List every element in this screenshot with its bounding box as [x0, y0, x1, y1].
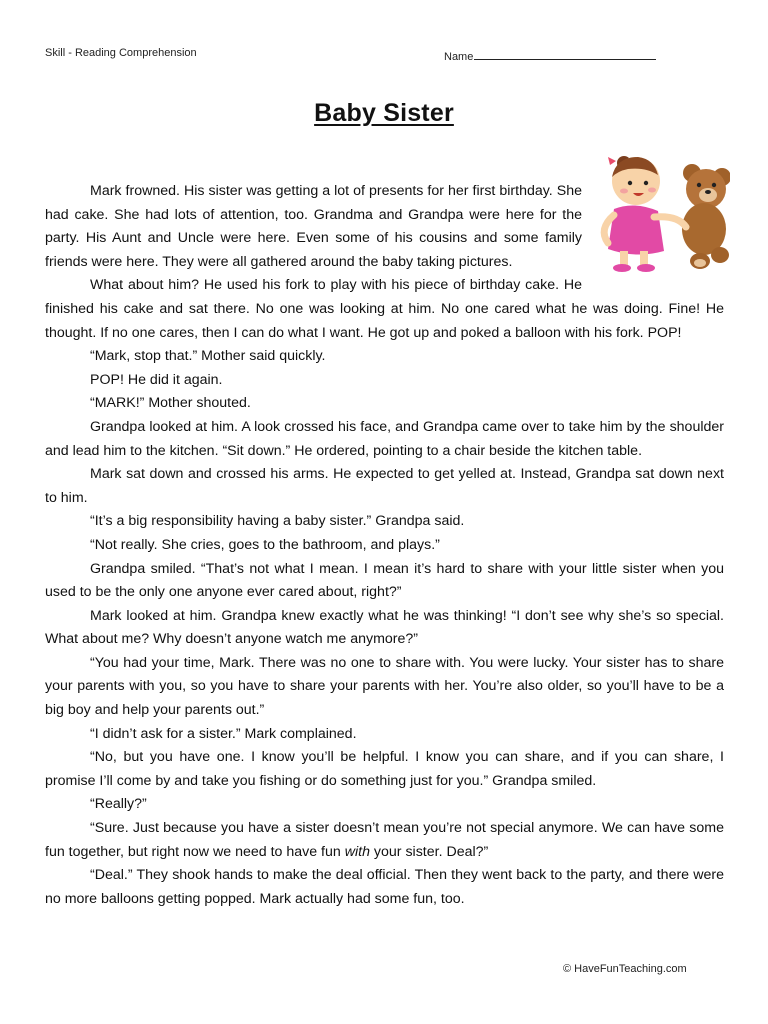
paragraph-17: “Deal.” They shook hands to make the deal official. Then they went back to the party, and there were no more balloons getting popped. Mark actually had some fun, too.: [45, 867, 724, 907]
baby-girl-icon: [604, 156, 686, 272]
paragraph-2: What about him? He used his fork to play with his piece of birthday cake. He finished his cake and sat there. No one was looking at him. No one cared what he was doing. Fine! He thought. If no one cares, then I can do what I want. He got up and poked a balloon with his fork. POP!: [45, 277, 724, 341]
name-field: [444, 47, 656, 63]
paragraph-16-emphasis: with: [344, 843, 370, 860]
paragraph-16-text-after: your sister. Deal?”: [369, 843, 489, 860]
paragraph-3: “Mark, stop that.” Mother said quickly.: [90, 348, 326, 365]
paragraph-16: [45, 817, 724, 864]
story-title: Baby Sister: [314, 99, 454, 127]
paragraph-12: “You had your time, Mark. There was no one to share with. You were lucky. Your sister has to share your parents with you, so you have to share your parents with her. You’re also older, so you’ll have to be a big boy and help your parents out.”: [45, 654, 724, 719]
paragraph-10: Grandpa smiled. “That’s not what I mean. I mean it’s hard to share with your little sister when you used to be the only one anyone ever cared about, right?”: [45, 560, 724, 601]
paragraph-16-text-before: “Sure. Just because you have a sister doesn’t mean you’re not special anymore. We can have some fun together, but right now we need to have fun: [45, 820, 724, 860]
paragraph-8: “It’s a big responsibility having a baby sister.” Grandpa said.: [90, 513, 465, 530]
paragraph-13: “I didn’t ask for a sister.” Mark complained.: [90, 725, 357, 742]
paragraph-15: “Really?”: [90, 796, 147, 813]
paragraph-11: Mark looked at him. Grandpa knew exactly what he was thinking! “I don’t see why she’s so special. What about me? Why doesn’t anyone watch me anymore?”: [45, 607, 724, 648]
paragraph-4: POP! He did it again.: [90, 371, 223, 388]
name-blank-line: [474, 47, 656, 60]
copyright-footer: © HaveFunTeaching.com: [563, 963, 687, 975]
girl-with-teddy-bear-illustration: [594, 155, 730, 275]
paragraph-1: Mark frowned. His sister was getting a lot of presents for her first birthday. She had cake. She had lots of attention, too. Grandma and Grandpa were here for the party. His Aunt and Uncle were here. Even some of his cousins and some family friends were here. They were all gathered around the baby taking pictures.: [45, 183, 582, 270]
paragraph-6: Grandpa looked at him. A look crossed his face, and Grandpa came over to take him by the shoulder and lead him to the kitchen. “Sit down.” He ordered, pointing to a chair beside the kitchen table.: [45, 418, 724, 459]
paragraph-5: “MARK!” Mother shouted.: [90, 395, 251, 412]
teddy-bear-icon: [682, 164, 730, 269]
paragraph-14: “No, but you have one. I know you’ll be helpful. I know you can share, and if you can share, I promise I’ll come by and take you fishing or do something just for you.” Grandpa smiled.: [45, 749, 724, 789]
paragraph-9: “Not really. She cries, goes to the bathroom, and plays.”: [90, 536, 440, 553]
story-text: [45, 180, 724, 911]
paragraph-7: Mark sat down and crossed his arms. He expected to get yelled at. Instead, Grandpa sat down next to him.: [45, 466, 724, 506]
skill-label: Skill - Reading Comprehension: [45, 47, 197, 59]
name-label: Name: [444, 51, 474, 63]
